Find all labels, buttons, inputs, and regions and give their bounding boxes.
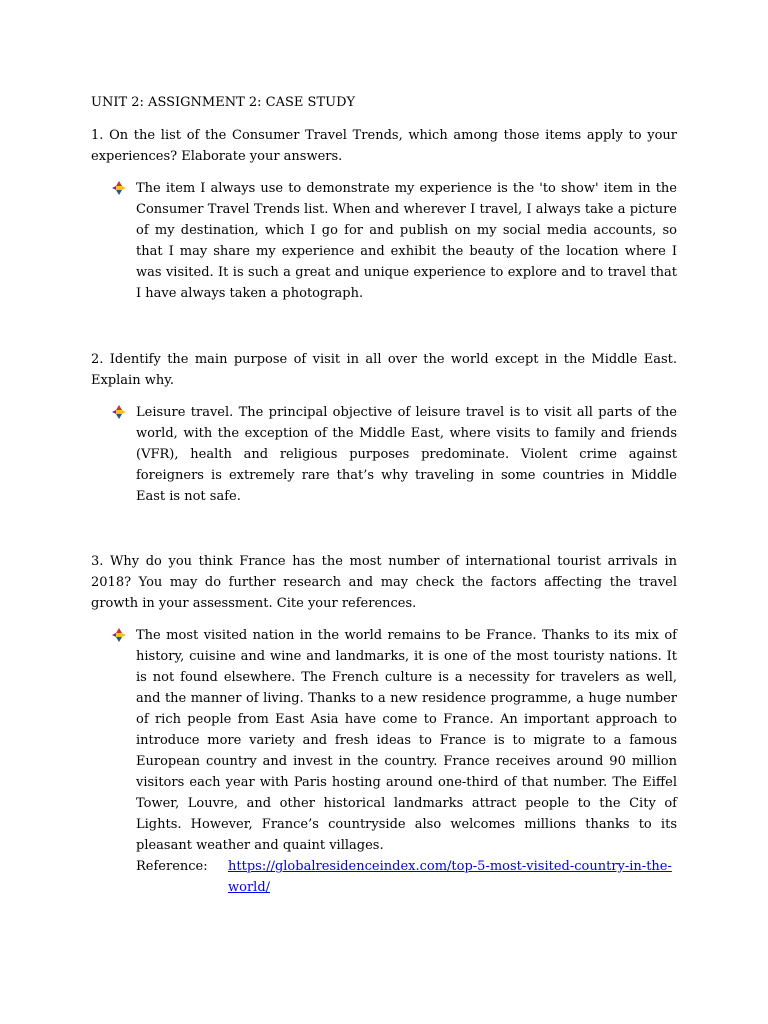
document-page xyxy=(91,92,677,898)
question-2: 2. Identify the main purpose of visit in all over the world except in the Middle East. Explain why. xyxy=(91,352,677,388)
arrow-bullet-icon xyxy=(112,405,126,419)
reference-link[interactable]: https://globalresidenceindex.com/top-5-most-visited-country-in-the-world/ xyxy=(228,859,672,895)
reference-label: Reference: xyxy=(136,859,208,874)
answer-1 xyxy=(91,178,677,304)
section-gap xyxy=(91,507,677,551)
reference-row xyxy=(136,856,677,898)
arrow-bullet-icon xyxy=(112,628,126,642)
answer-3 xyxy=(91,625,677,898)
section-3 xyxy=(91,551,677,898)
arrow-bullet-icon xyxy=(112,181,126,195)
question-1: 1. On the list of the Consumer Travel Trends, which among those items apply to your experiences? Elaborate your answers. xyxy=(91,128,677,164)
document-title: UNIT 2: ASSIGNMENT 2: CASE STUDY xyxy=(91,95,356,110)
question-3: 3. Why do you think France has the most number of international tourist arrivals in 2018? You may do further research and may check the factors affecting the travel growth in your assessment. Cite your references. xyxy=(91,554,677,611)
answer-3-text: The most visited nation in the world remains to be France. Thanks to its mix of history, cuisine and wine and landmarks, it is one of the most touristy nations. It is not found elsewhere. The French culture is a necessity for travelers as well, and the manner of living. Thanks to a new residence programme, a huge number of rich people from East Asia have come to France. An important approach to introduce more variety and fresh ideas to France is to migrate to a famous European country and invest in the country. France receives around 90 million visitors each year with Paris hosting around one-third of that number. The Eiffel Tower, Louvre, and other historical landmarks attract people to the City of Lights. However, France’s countryside also welcomes millions thanks to its pleasant weather and quaint villages. xyxy=(136,628,677,853)
answer-2 xyxy=(91,402,677,507)
answer-1-text: The item I always use to demonstrate my experience is the 'to show' item in the Consumer Travel Trends list. When and wherever I travel, I always take a picture of my destination, which I go for and publish on my social media accounts, so that I may share my experience and exhibit the beauty of the location where I was visited. It is such a great and unique experience to explore and to travel that I have always taken a photograph. xyxy=(136,181,677,301)
section-gap xyxy=(91,304,677,349)
section-1 xyxy=(91,125,677,304)
answer-2-text: Leisure travel. The principal objective of leisure travel is to visit all parts of the world, with the exception of the Middle East, where visits to family and friends (VFR), health and religious purposes predominate. Violent crime against foreigners is extremely rare that’s why traveling in some countries in Middle East is not safe. xyxy=(136,405,677,504)
section-2 xyxy=(91,349,677,507)
